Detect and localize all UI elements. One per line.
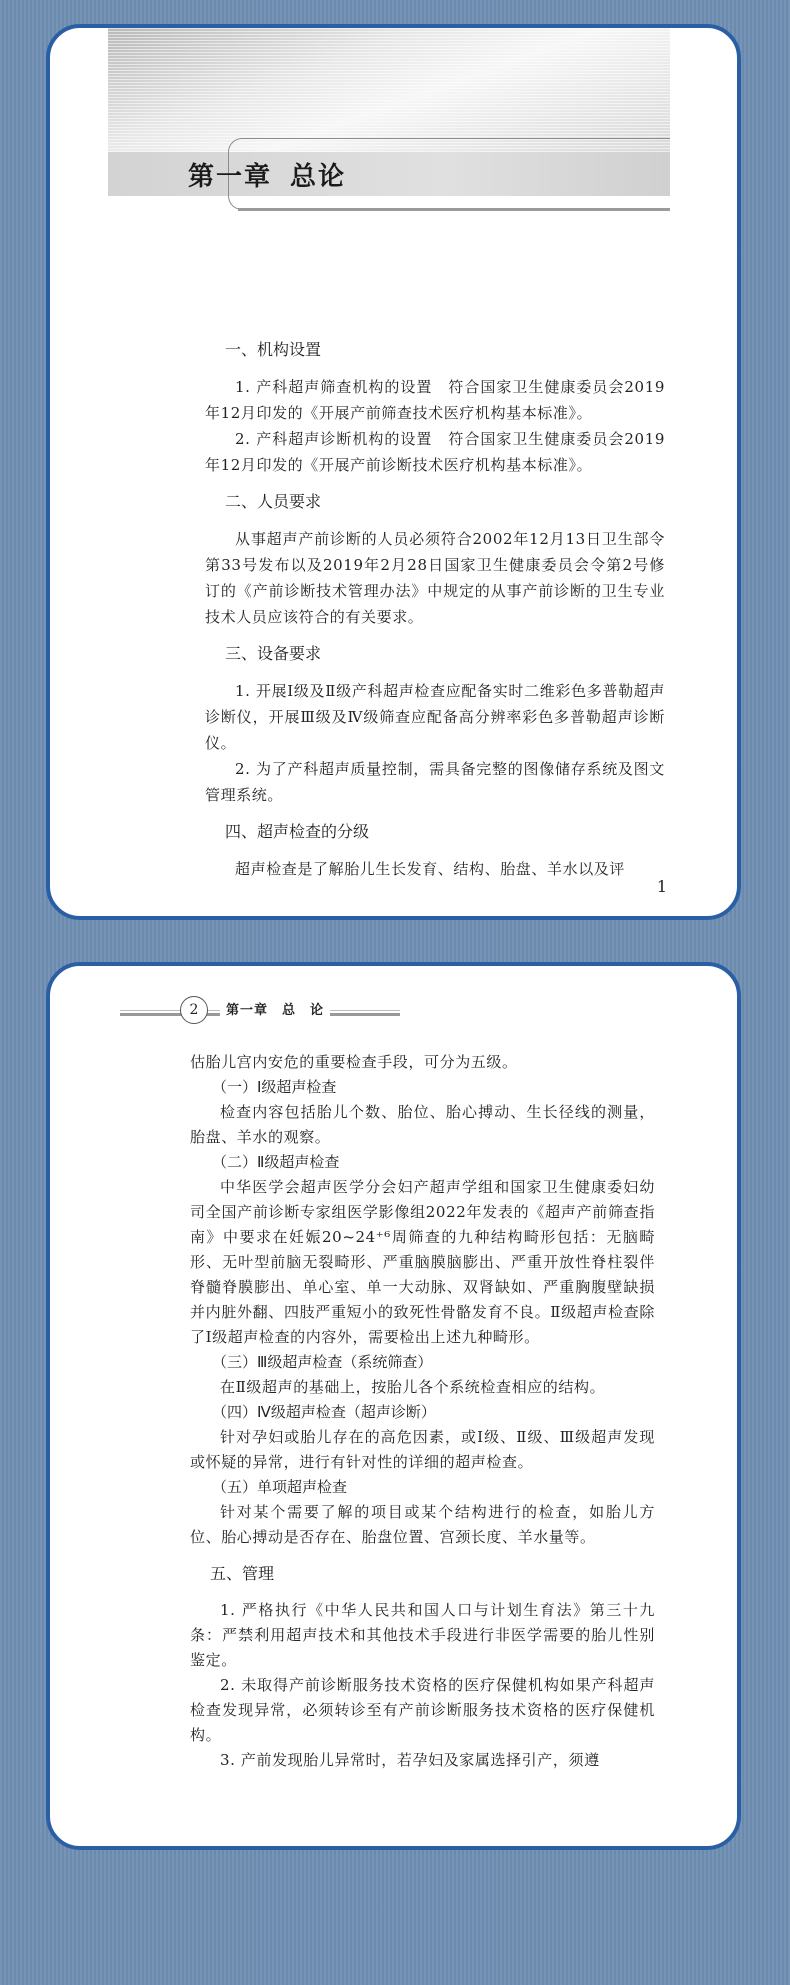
level-heading-2: （二）Ⅱ级超声检查	[212, 1153, 340, 1171]
paragraph: 2. 未取得产前诊断服务技术资格的医疗保健机构如果产科超声检查发现异常，必须转诊至有产前诊断服务技术资格的医疗保健机构。	[190, 1676, 655, 1744]
header-baseline	[238, 208, 670, 211]
book-page-1	[46, 24, 741, 920]
chapter-name: 总论	[290, 162, 347, 192]
section-heading-4: 四、超声检查的分级	[225, 822, 370, 841]
chapter-title	[188, 156, 364, 193]
level-heading-4: （四）Ⅳ级超声检查（超声诊断）	[212, 1403, 436, 1421]
paragraph: 检查内容包括胎儿个数、胎位、胎心搏动、生长径线的测量，胎盘、羊水的观察。	[190, 1103, 655, 1146]
running-header-title: 第一章 总 论	[220, 999, 330, 1018]
running-header	[120, 996, 400, 1026]
header-sheen	[108, 28, 670, 152]
page-number: 1	[656, 877, 667, 896]
level-heading-1: （一）Ⅰ级超声检查	[212, 1078, 337, 1096]
chapter-header-graphic	[108, 28, 670, 228]
book-page-2	[46, 962, 741, 1850]
level-heading-5: （五）单项超声检查	[212, 1478, 348, 1496]
paragraph: 超声检查是了解胎儿生长发育、结构、胎盘、羊水以及评	[235, 860, 626, 878]
page-1-body	[205, 336, 665, 882]
section-heading-1: 一、机构设置	[225, 340, 322, 359]
paragraph: 从事超声产前诊断的人员必须符合2002年12月13日卫生部令第33号发布以及2019年2月28日国家卫生健康委员会令第2号修订的《产前诊断技术管理办法》中规定的从事产前诊断的卫生专业技术人员应该符合的有关要求。	[205, 530, 665, 626]
section-heading-2: 二、人员要求	[225, 492, 322, 511]
page-2-body	[190, 1050, 655, 1773]
chapter-number: 第一章	[188, 162, 273, 192]
running-header-page-number: 2	[180, 996, 208, 1024]
paragraph: 1. 开展Ⅰ级及Ⅱ级产科超声检查应配备实时二维彩色多普勒超声诊断仪，开展Ⅲ级及Ⅳ级筛查应配备高分辨率彩色多普勒超声诊断仪。	[205, 682, 665, 752]
level-heading-3: （三）Ⅲ级超声检查（系统筛查）	[212, 1353, 433, 1371]
paragraph: 针对孕妇或胎儿存在的高危因素，或Ⅰ级、Ⅱ级、Ⅲ级超声发现或怀疑的异常，进行有针对性的详细的超声检查。	[190, 1428, 655, 1471]
paragraph: 1. 产科超声筛查机构的设置 符合国家卫生健康委员会2019年12月印发的《开展产前筛查技术医疗机构基本标准》。	[205, 378, 665, 422]
paragraph: 2. 为了产科超声质量控制，需具备完整的图像储存系统及图文管理系统。	[205, 760, 665, 804]
section-heading-5: 五、管理	[210, 1564, 275, 1583]
paragraph: 2. 产科超声诊断机构的设置 符合国家卫生健康委员会2019年12月印发的《开展产前诊断技术医疗机构基本标准》。	[205, 430, 665, 474]
paragraph: 针对某个需要了解的项目或某个结构进行的检查，如胎儿方位、胎心搏动是否存在、胎盘位置、宫颈长度、羊水量等。	[190, 1503, 655, 1546]
section-heading-3: 三、设备要求	[225, 644, 322, 663]
paragraph-continued: 估胎儿宫内安危的重要检查手段，可分为五级。	[190, 1053, 518, 1071]
paragraph: 中华医学会超声医学分会妇产超声学组和国家卫生健康委妇幼司全国产前诊断专家组医学影像组2022年发表的《超声产前筛查指南》中要求在妊娠20~24⁺⁶周筛查的九种结构畸形包括：无脑畸形、无叶型前脑无裂畸形、严重脑膜脑膨出、严重开放性脊柱裂伴脊髓脊膜膨出、单心室、单一大动脉、双肾缺如、严重胸腹壁缺损并内脏外翻、四肢严重短小的致死性骨骼发育不良。Ⅱ级超声检查除了Ⅰ级超声检查的内容外，需要检出上述九种畸形。	[190, 1178, 655, 1346]
paragraph: 在Ⅱ级超声的基础上，按胎儿各个系统检查相应的结构。	[220, 1378, 606, 1396]
paragraph: 1. 严格执行《中华人民共和国人口与计划生育法》第三十九条：严禁利用超声技术和其他技术手段进行非医学需要的胎儿性别鉴定。	[190, 1601, 655, 1669]
paragraph: 3. 产前发现胎儿异常时，若孕妇及家属选择引产，须遵	[220, 1751, 600, 1769]
